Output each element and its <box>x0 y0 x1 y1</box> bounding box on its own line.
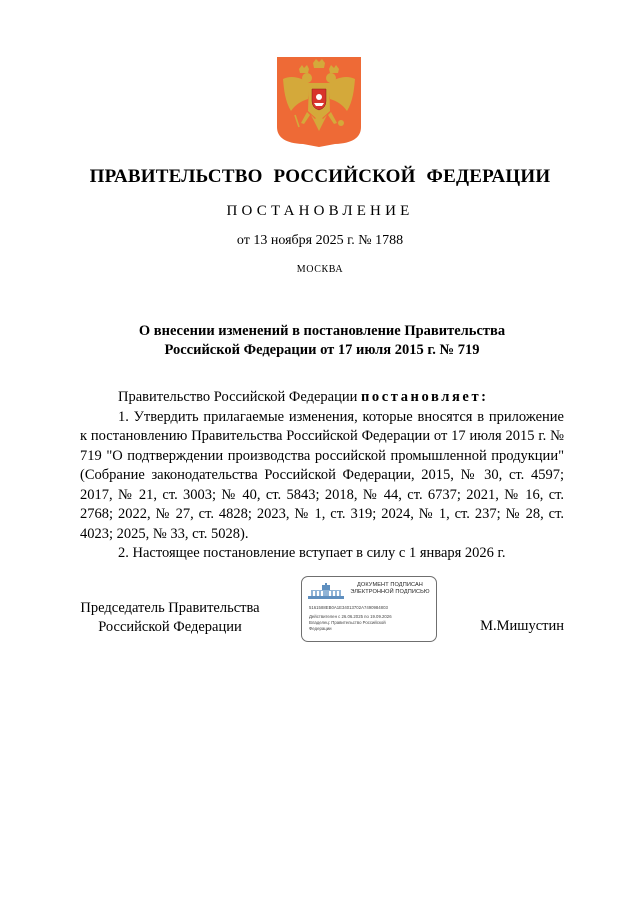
document-date-number: от 13 ноября 2025 г. № 1788 <box>236 233 404 248</box>
signer-position <box>70 599 270 637</box>
document-subject <box>80 322 564 360</box>
subject-line-2: Российской Федерации от 17 июля 2015 г. № 719 <box>164 342 480 358</box>
item-1-paragraph: 1. Утвердить прилагаемые изменения, которые вносятся в приложение к постановлению Правительства Российской Федерации от 17 июля 2015 г. № 719 "О подтверждении производства российской промышленной продукции" (Собрание законодательства Российской Федерации, 2015, № 30, ст. 4597; 2017, № 21, ст. 3003; № 40, ст. 5843; 2018, № 44, ст. 6737; 2021, № 16, ст. 2768; 2022, № 27, ст. 4828; 2023, № 1, ст. 319; 2024, № 1, ст. 237; № 28, ст. 4023; 2025, № 33, ст. 5028). <box>80 408 564 542</box>
government-title: ПРАВИТЕЛЬСТВО РОССИЙСКОЙ ФЕДЕРАЦИИ <box>89 166 551 187</box>
stamp-certificate: 5161588EB0A1E34013702A7490984803 <box>309 605 388 610</box>
stamp-title <box>346 582 434 596</box>
subject-line-1: О внесении изменений в постановление Правительства <box>138 323 506 339</box>
russian-coat-of-arms-icon <box>277 57 361 147</box>
stamp-title-line-1: ДОКУМЕНТ ПОДПИСАН <box>357 582 423 588</box>
document-body <box>80 388 564 564</box>
preamble-decree-word: постановляет: <box>360 389 489 405</box>
preamble-lead: Правительство Российской Федерации <box>118 389 361 405</box>
stamp-title-line-2: ЭЛЕКТРОННОЙ ПОДПИСЬЮ <box>350 589 430 595</box>
preamble-paragraph <box>80 388 564 408</box>
item-2-paragraph: 2. Настоящее постановление вступает в силу с 1 января 2026 г. <box>118 545 506 561</box>
stamp-validity: Действителен с 26.06.2025 по 19.09.2026 <box>309 614 392 619</box>
signer-position-line-2: Российской Федерации <box>98 619 242 635</box>
stamp-owner-line-2: Федерации <box>309 626 332 631</box>
electronic-signature-stamp <box>301 576 437 642</box>
document-kind: ПОСТАНОВЛЕНИЕ <box>226 203 414 219</box>
stamp-owner-line-1: Владелец: Правительство Российской <box>309 620 386 625</box>
signer-position-line-1: Председатель Правительства <box>80 600 260 616</box>
government-building-icon <box>308 583 344 599</box>
document-city: МОСКВА <box>296 264 344 275</box>
signer-name: М.Мишустин <box>480 618 564 634</box>
